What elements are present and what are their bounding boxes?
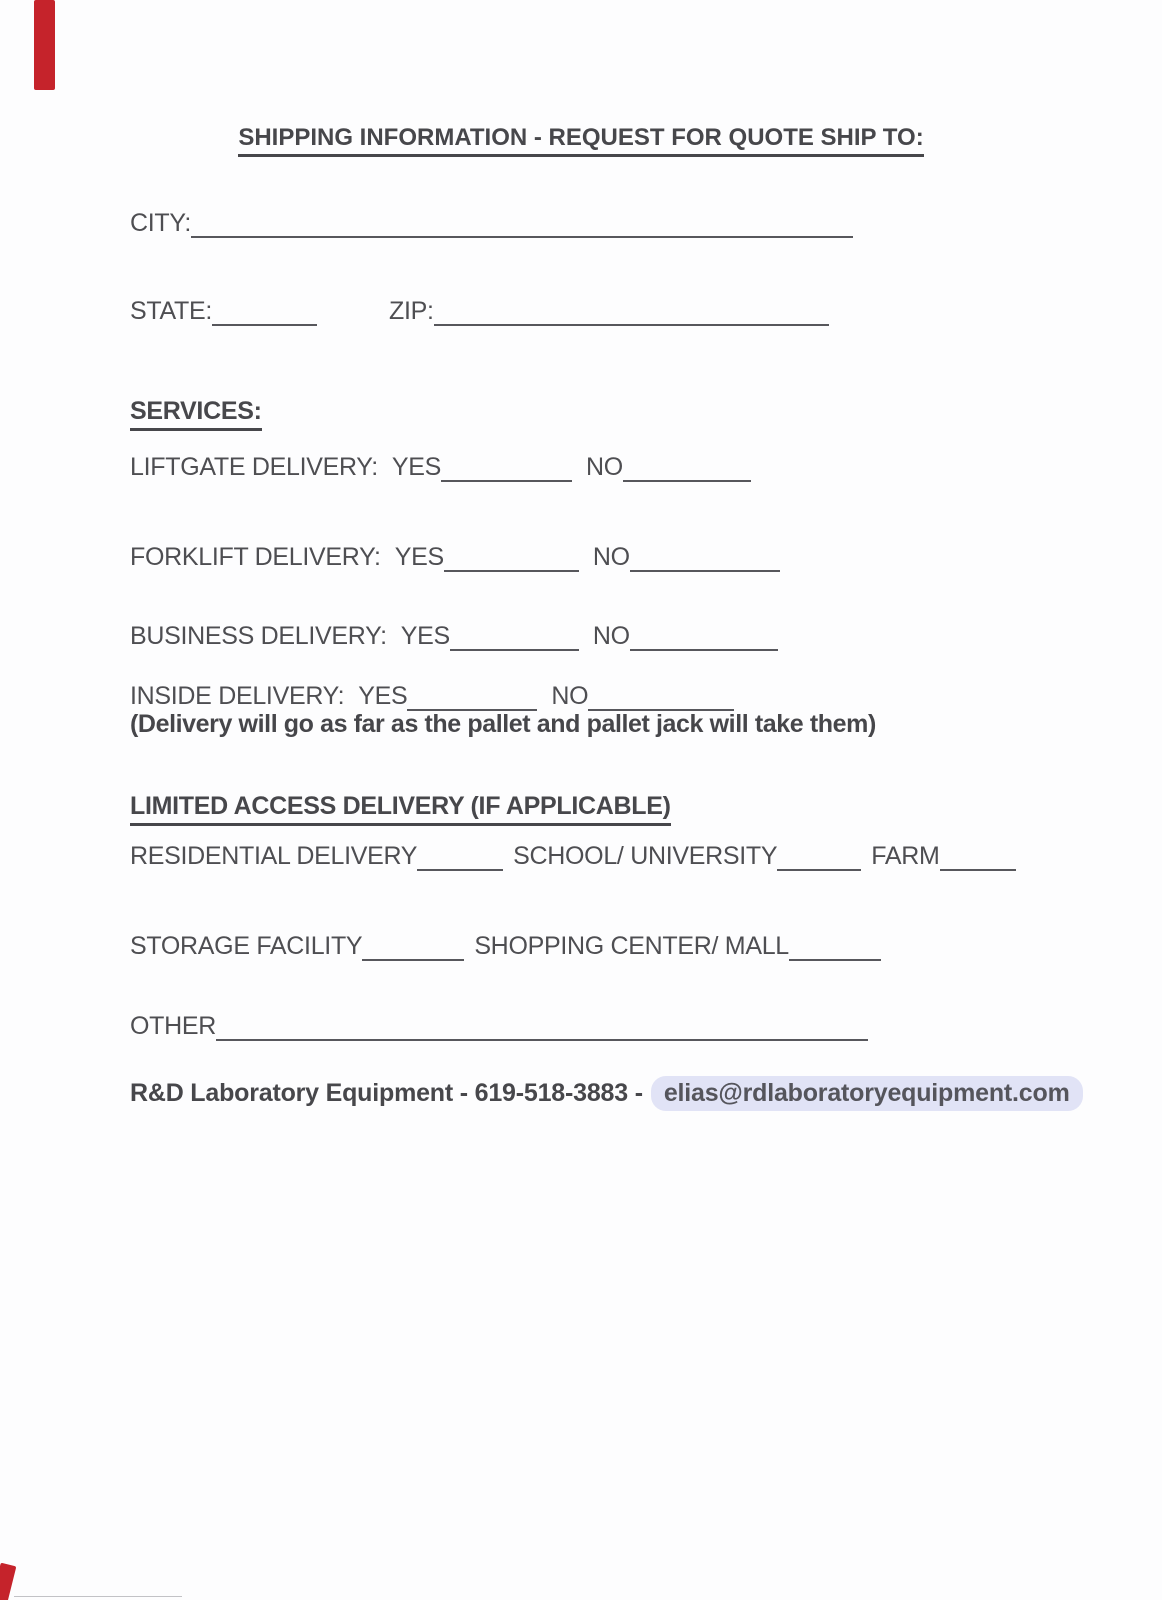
- zip-blank: [434, 320, 829, 326]
- option-blank: [417, 865, 503, 871]
- yes-label: YES: [391, 453, 442, 481]
- footer-dash: -: [634, 1079, 643, 1107]
- liftgate-delivery-row: [130, 452, 751, 482]
- inside-delivery-note: (Delivery will go as far as the pallet and pallet jack will take them): [130, 710, 876, 738]
- scan-artifact-red-mark-top: [34, 0, 55, 90]
- option-blank: [777, 865, 861, 871]
- yes-blank: [441, 476, 572, 482]
- city-row: [130, 208, 853, 238]
- inside-delivery-row: [130, 681, 734, 711]
- state-zip-row: [130, 296, 829, 326]
- other-blank: [216, 1035, 868, 1041]
- email-link[interactable]: elias@rdlaboratoryequipment.com: [651, 1076, 1083, 1111]
- option-blank: [362, 955, 464, 961]
- business-delivery-row: [130, 621, 778, 651]
- limited-access-options-row-1: [130, 841, 1016, 871]
- other-label: OTHER: [130, 1012, 217, 1040]
- service-label: BUSINESS DELIVERY:: [130, 622, 387, 650]
- state-blank: [212, 320, 317, 326]
- yes-label: YES: [394, 543, 444, 571]
- city-label: CITY:: [130, 209, 192, 237]
- no-blank: [630, 645, 778, 651]
- no-label: NO: [592, 622, 630, 650]
- option-label-school: SCHOOL/ UNIVERSITY: [513, 842, 778, 870]
- footer-dash: -: [459, 1079, 468, 1107]
- yes-blank: [444, 566, 579, 572]
- service-label: FORKLIFT DELIVERY:: [130, 543, 381, 571]
- scan-artifact-red-mark-bottom: [0, 1563, 16, 1600]
- option-blank: [940, 865, 1016, 871]
- scan-artifact-line: [14, 1596, 182, 1597]
- service-label: LIFTGATE DELIVERY:: [130, 453, 378, 481]
- phone-number: 619-518-3883: [474, 1079, 628, 1107]
- yes-label: YES: [358, 682, 408, 710]
- option-label-farm: FARM: [871, 842, 940, 870]
- services-heading-row: [130, 396, 262, 431]
- forklift-delivery-row: [130, 542, 780, 572]
- limited-access-heading-row: [130, 791, 671, 826]
- option-blank: [789, 955, 881, 961]
- no-blank: [623, 476, 751, 482]
- state-label: STATE:: [130, 297, 213, 325]
- option-label-residential: RESIDENTIAL DELIVERY: [130, 842, 418, 870]
- services-heading: SERVICES:: [130, 396, 262, 431]
- form-title-row: [0, 124, 1162, 157]
- zip-label: ZIP:: [389, 297, 434, 325]
- no-label: NO: [586, 453, 623, 481]
- company-name: R&D Laboratory Equipment: [130, 1079, 453, 1107]
- limited-access-options-row-2: [130, 931, 881, 961]
- city-blank: [191, 232, 853, 238]
- footer: [130, 1076, 1083, 1111]
- no-label: NO: [551, 682, 589, 710]
- service-label: INSIDE DELIVERY:: [130, 682, 345, 710]
- option-label-shopping: SHOPPING CENTER/ MALL: [474, 932, 789, 960]
- no-blank: [630, 566, 780, 572]
- option-label-storage: STORAGE FACILITY: [130, 932, 363, 960]
- yes-label: YES: [400, 622, 450, 650]
- no-label: NO: [592, 543, 630, 571]
- limited-access-heading: LIMITED ACCESS DELIVERY (IF APPLICABLE): [130, 791, 671, 826]
- form-title: SHIPPING INFORMATION - REQUEST FOR QUOTE SHIP TO:: [238, 124, 923, 157]
- yes-blank: [450, 645, 579, 651]
- other-row: [130, 1011, 868, 1041]
